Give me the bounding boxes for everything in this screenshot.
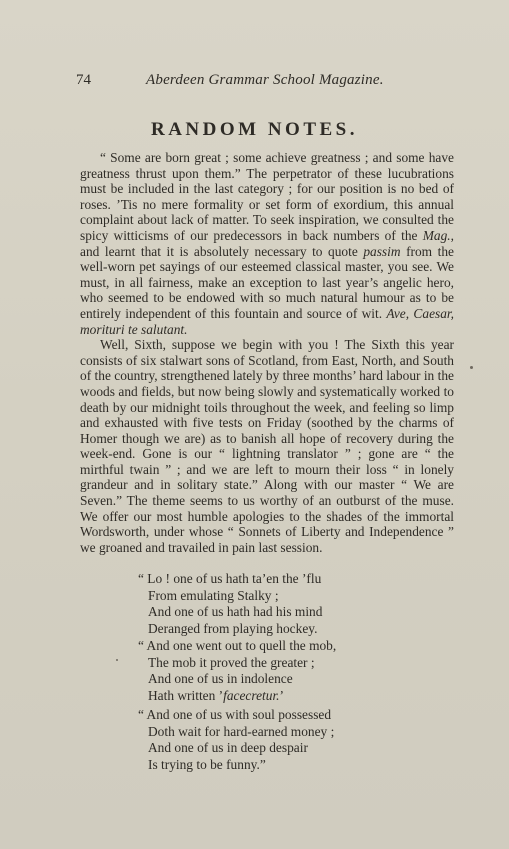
paragraph-1-text-b: , and learnt that it is absolutely necessary to quote [80, 227, 454, 259]
poem-line [138, 688, 438, 705]
poem-line: From emulating Stalky ; [148, 587, 279, 603]
poem-line: Is trying to be funny.” [148, 756, 266, 772]
poem-line: “ And one went out to quell the mob, [138, 638, 337, 653]
poem-line: Doth wait for hard-earned money ; [148, 723, 335, 739]
poem-line-start: Hath written ’ [148, 687, 224, 703]
paragraph-1-text-c: from the well-worn pet sayings of our esteemed classical master, you see. We must, in all fairness, make an exception to last year’s angelic hero, who seemed to be endowed with so much natural humour as to be entirely independent of this fountain and source of wit. [80, 243, 454, 321]
mag-abbreviation: Mag. [422, 227, 451, 243]
poem-line-end: ’ [279, 687, 284, 703]
poem-stanza-2 [138, 638, 438, 704]
article-body [80, 150, 454, 555]
paper-speck [116, 659, 118, 661]
latin-quotation: Ave, Caesar, morituri te salutant. [80, 305, 454, 337]
facecretur-word: facecretur. [223, 687, 280, 703]
poem-line: The mob it proved the greater ; [148, 654, 315, 670]
poem-line: “ Lo ! one of us hath ta’en the ’flu [138, 571, 322, 586]
paragraph-2-text: Well, Sixth, suppose we begin with you ! The Sixth this year consists of six stalwart sons of Scotland, from East, North, and South of the country, strengthened lately by three months’ hard labour in the woods and fields, but now being slowly and systematically worked to death by our midnight toils throughout the week, and feeling so limp and exhausted with five tests on Friday (soothed by the charms of Homer though we are) as to banish all hope of recovery during the week-end. Gone is our “ lightning translator ” ; gone are “ the mirthful twain ” ; and we are left to mourn their loss “ in lonely grandeur and in solitary state.” Along with our master “ We are Seven.” The theme seems to us worthy of an outburst of the muse. We offer our most humble apologies to the shades of the immortal Wordsworth, under whose “ Sonnets of Liberty and Independence ” we groaned and travailed in pain last session. [80, 337, 454, 555]
poem-stanza-3 [138, 707, 438, 773]
paragraph-1 [80, 150, 454, 337]
paragraph-1-text-a: “ Some are born great ; some achieve greatness ; and some have greatness thrust upon them.” The perpetrator of these lucubrations must be included in the last category ; for our position is no bed of roses. ’Tis no mere formality or set form of exordium, this annual complaint about lack of matter. To seek inspiration, we consulted the spicy witticisms of our predecessors in back numbers of the [80, 150, 454, 243]
poem-line: And one of us hath had his mind [148, 604, 323, 619]
page-header [0, 72, 509, 92]
page-number: 74 [76, 72, 91, 88]
poem-line: Deranged from playing hockey. [148, 620, 318, 636]
article-title: RANDOM NOTES. [150, 119, 358, 140]
passim-word: passim [363, 243, 401, 259]
poem-line: And one of us in deep despair [148, 740, 308, 755]
poem-stanza-1 [138, 571, 438, 637]
paragraph-2 [80, 337, 454, 555]
poem-line: “ And one of us with soul possessed [138, 707, 332, 722]
paper-speck [470, 366, 473, 369]
poem-line: And one of us in indolence [148, 671, 293, 686]
running-title: Aberdeen Grammar School Magazine. [146, 72, 384, 88]
